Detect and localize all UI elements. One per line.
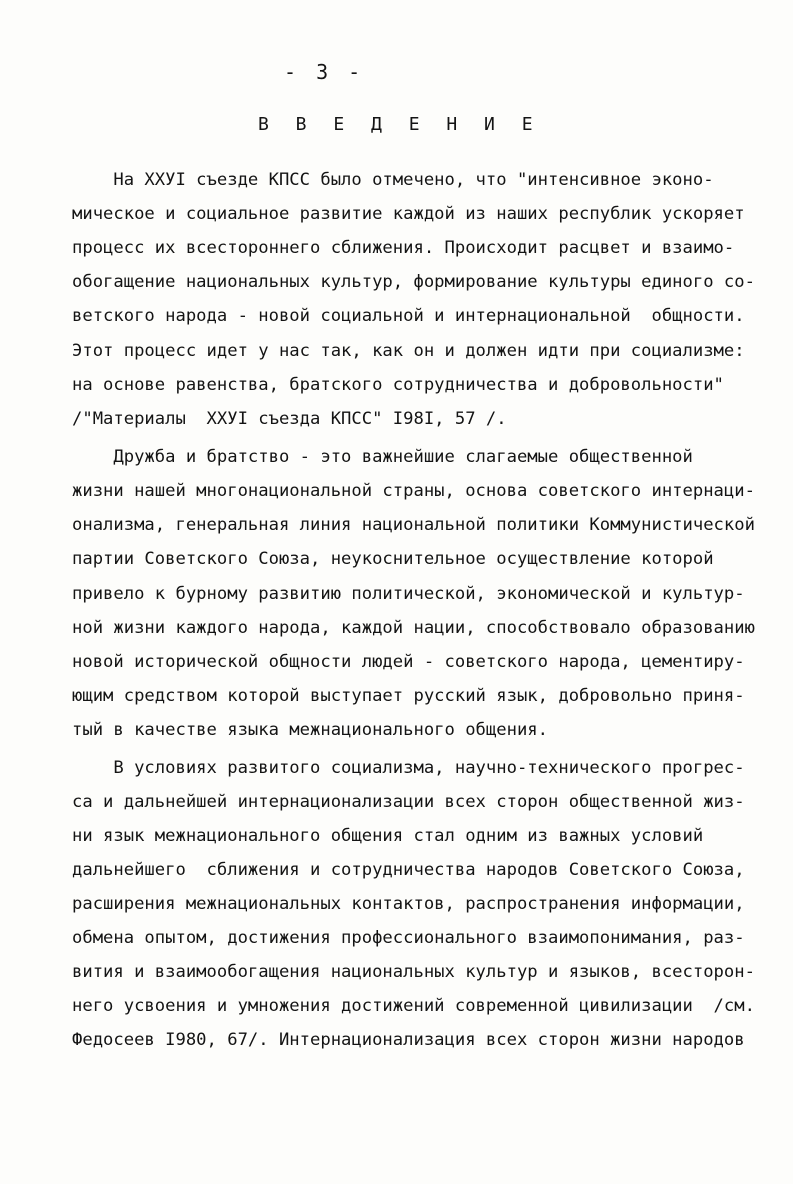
- text-line: партии Советского Союза, неукоснительное осуществление которой: [72, 549, 714, 569]
- text-line: ющим средством которой выступает русский язык, добровольно приня-: [72, 686, 745, 706]
- text-line: мическое и социальное развитие каждой из наших республик ускоряет: [72, 204, 745, 224]
- page-number: - 3 -: [284, 60, 365, 84]
- text-line: ни язык межнационального общения стал одним из важных условий: [72, 826, 704, 846]
- text-line: Этот процесс идет у нас так, как он и должен идти при социализме:: [72, 341, 745, 361]
- text-line: расширения межнациональных контактов, распространения информации,: [72, 894, 745, 914]
- text-line: на основе равенства, братского сотрудничества и добровольности": [72, 375, 724, 395]
- text-line: дальнейшего сближения и сотрудничества народов Советского Союза,: [72, 860, 745, 880]
- text-line: В условиях развитого социализма, научно-технического прогрес-: [72, 758, 745, 778]
- text-line: Федосеев I980, 67/. Интернационализация всех сторон жизни народов: [72, 1030, 745, 1050]
- text-line: процесс их всестороннего сближения. Происходит расцвет и взаимо-: [72, 238, 735, 258]
- text-line: Дружба и братство - это важнейшие слагаемые общественной: [72, 447, 693, 467]
- text-line: /"Материалы XXУI съезда КПСС" I98I, 57 /.: [72, 409, 507, 429]
- text-line: жизни нашей многонациональной страны, основа советского интернаци-: [72, 481, 755, 501]
- text-line: На XXУI съезде КПСС было отмечено, что "интенсивное эконо-: [72, 170, 714, 190]
- text-line: него усвоения и умножения достижений современной цивилизации /см.: [72, 996, 755, 1016]
- text-line: ветского народа - новой социальной и интернациональной общности.: [72, 306, 745, 326]
- text-line: новой исторической общности людей - советского народа, цементиру-: [72, 652, 745, 672]
- text-line: привело к бурному развитию политической, экономической и культур-: [72, 584, 745, 604]
- text-line: тый в качестве языка межнационального общения.: [72, 720, 548, 740]
- section-title: В В Е Д Е Н И Е: [258, 114, 541, 135]
- text-line: вития и взаимообогащения национальных культур и языков, всесторон-: [72, 962, 755, 982]
- text-line: са и дальнейшей интернационализации всех сторон общественной жиз-: [72, 792, 745, 812]
- text-line: онализма, генеральная линия национальной политики Коммунистической: [72, 515, 755, 535]
- text-line: ной жизни каждого народа, каждой нации, способствовало образованию: [72, 618, 755, 638]
- text-line: обогащение национальных культур, формирование культуры единого со-: [72, 272, 755, 292]
- text-line: обмена опытом, достижения профессионального взаимопонимания, раз-: [72, 928, 745, 948]
